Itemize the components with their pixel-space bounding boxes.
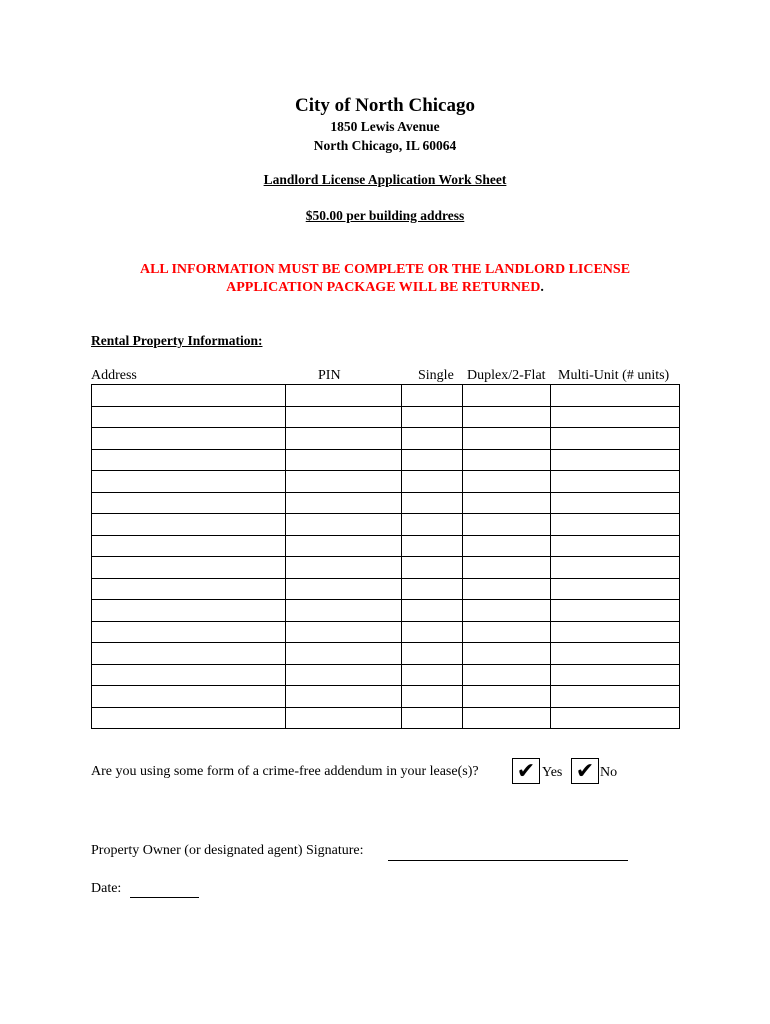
single-cell[interactable] [402,535,463,557]
warning-line-2 [0,278,770,297]
address-cell[interactable] [92,428,286,450]
pin-cell[interactable] [286,707,402,729]
single-cell[interactable] [402,707,463,729]
address-cell[interactable] [92,643,286,665]
worksheet-title-text: Landlord License Application Work Sheet [263,172,507,187]
address-cell[interactable] [92,492,286,514]
table-row [92,643,680,665]
table-row [92,686,680,708]
table-row [92,514,680,536]
table-row [92,557,680,579]
address-cell[interactable] [92,471,286,493]
table-row [92,385,680,407]
single-cell[interactable] [402,406,463,428]
duplex-cell[interactable] [463,664,551,686]
yes-label: Yes [542,765,563,780]
pin-cell[interactable] [286,557,402,579]
duplex-cell[interactable] [463,535,551,557]
pin-cell[interactable] [286,600,402,622]
pin-cell[interactable] [286,471,402,493]
address-cell[interactable] [92,406,286,428]
table-row [92,535,680,557]
address-cell[interactable] [92,664,286,686]
table-row [92,600,680,622]
column-header-single: Single [418,368,454,383]
duplex-cell[interactable] [463,385,551,407]
table-row [92,621,680,643]
no-checkbox[interactable]: ✔ [571,758,599,784]
duplex-cell[interactable] [463,557,551,579]
single-cell[interactable] [402,664,463,686]
signature-line[interactable] [388,860,628,861]
rental-property-table [91,384,680,729]
duplex-cell[interactable] [463,449,551,471]
pin-cell[interactable] [286,664,402,686]
city-state-zip: North Chicago, IL 60064 [313,138,457,153]
pin-cell[interactable] [286,492,402,514]
column-header-multi-unit: Multi-Unit (# units) [558,368,670,383]
no-label: No [600,765,618,780]
address-cell[interactable] [92,600,286,622]
table-row [92,707,680,729]
single-cell[interactable] [402,385,463,407]
address-cell[interactable] [92,449,286,471]
multi-unit-cell[interactable] [551,406,680,428]
single-cell[interactable] [402,449,463,471]
single-cell[interactable] [402,514,463,536]
single-cell[interactable] [402,643,463,665]
duplex-cell[interactable] [463,686,551,708]
multi-unit-cell[interactable] [551,621,680,643]
worksheet-title [0,171,770,189]
duplex-cell[interactable] [463,428,551,450]
signature-label: Property Owner (or designated agent) Signature: [91,843,364,858]
street-address: 1850 Lewis Avenue [330,119,440,134]
multi-unit-cell[interactable] [551,707,680,729]
address-cell[interactable] [92,535,286,557]
single-cell[interactable] [402,471,463,493]
date-line[interactable] [130,897,199,898]
table-row [92,492,680,514]
duplex-cell[interactable] [463,471,551,493]
multi-unit-cell[interactable] [551,535,680,557]
multi-unit-cell[interactable] [551,492,680,514]
duplex-cell[interactable] [463,578,551,600]
duplex-cell[interactable] [463,406,551,428]
pin-cell[interactable] [286,643,402,665]
single-cell[interactable] [402,600,463,622]
multi-unit-cell[interactable] [551,686,680,708]
single-cell[interactable] [402,428,463,450]
address-cell[interactable] [92,557,286,579]
pin-cell[interactable] [286,385,402,407]
table-row [92,449,680,471]
crime-free-question: Are you using some form of a crime-free addendum in your lease(s)? [91,764,479,779]
section-title-text: Rental Property Information: [91,333,263,348]
duplex-cell[interactable] [463,492,551,514]
table-row [92,578,680,600]
warning-line-2-text: APPLICATION PACKAGE WILL BE RETURNED [226,280,541,295]
pin-cell[interactable] [286,535,402,557]
multi-unit-cell[interactable] [551,557,680,579]
multi-unit-cell[interactable] [551,514,680,536]
date-label: Date: [91,881,122,896]
multi-unit-cell[interactable] [551,578,680,600]
multi-unit-cell[interactable] [551,449,680,471]
duplex-cell[interactable] [463,643,551,665]
single-cell[interactable] [402,578,463,600]
multi-unit-cell[interactable] [551,385,680,407]
multi-unit-cell[interactable] [551,428,680,450]
address-cell[interactable] [92,686,286,708]
yes-checkbox[interactable]: ✔ [512,758,540,784]
column-header-address: Address [91,368,137,383]
pin-cell[interactable] [286,449,402,471]
duplex-cell[interactable] [463,600,551,622]
section-title [91,332,262,350]
warning-period: . [540,280,544,295]
duplex-cell[interactable] [463,707,551,729]
single-cell[interactable] [402,557,463,579]
pin-cell[interactable] [286,621,402,643]
column-header-pin: PIN [318,368,341,383]
table-row [92,664,680,686]
single-cell[interactable] [402,492,463,514]
table-row [92,406,680,428]
pin-cell[interactable] [286,514,402,536]
multi-unit-cell[interactable] [551,600,680,622]
address-cell[interactable] [92,514,286,536]
address-cell[interactable] [92,385,286,407]
warning-line-1: ALL INFORMATION MUST BE COMPLETE OR THE LANDLORD LICENSE [139,262,631,277]
pin-cell[interactable] [286,578,402,600]
city-title: City of North Chicago [295,95,475,116]
pin-cell[interactable] [286,686,402,708]
multi-unit-cell[interactable] [551,471,680,493]
duplex-cell[interactable] [463,621,551,643]
pin-cell[interactable] [286,406,402,428]
fee-line [0,207,770,225]
fee-text: $50.00 per building address [305,208,465,223]
single-cell[interactable] [402,621,463,643]
table-row [92,471,680,493]
address-cell[interactable] [92,578,286,600]
multi-unit-cell[interactable] [551,643,680,665]
column-header-duplex: Duplex/2-Flat [467,368,546,383]
address-cell[interactable] [92,707,286,729]
table-row [92,428,680,450]
single-cell[interactable] [402,686,463,708]
pin-cell[interactable] [286,428,402,450]
address-cell[interactable] [92,621,286,643]
multi-unit-cell[interactable] [551,664,680,686]
duplex-cell[interactable] [463,514,551,536]
